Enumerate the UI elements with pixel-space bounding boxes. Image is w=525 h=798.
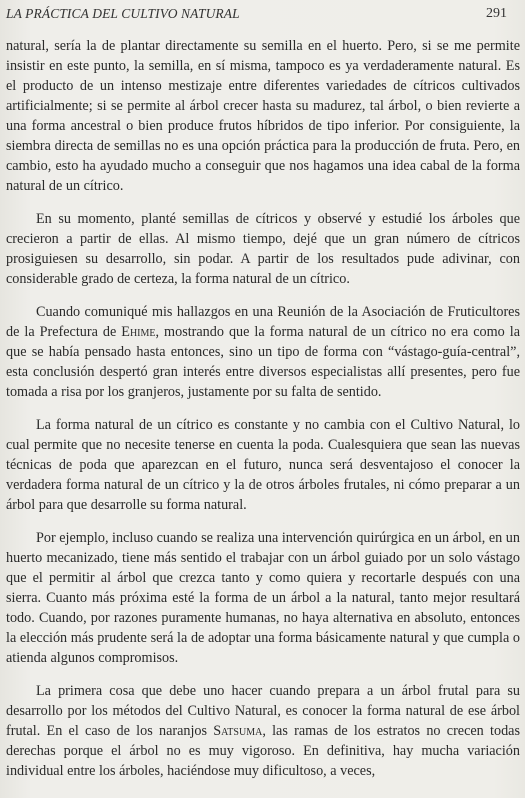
- page-header: [6, 6, 507, 26]
- paragraph-text: La primera cosa que debe uno hacer cuando prepara a un árbol frutal para su desarrollo por los métodos del Cultivo Natural, es conocer la forma natural de ese árbol frutal. En el caso de los naranjos: [6, 683, 520, 739]
- paragraph: [6, 36, 520, 196]
- paragraph-text: , las ramas de los estratos no crecen todas derechas porque el árbol no es muy vigoroso. En definitiva, hay mucha variación individual entre los árboles, haciéndose muy dificultoso, a veces,: [6, 723, 520, 779]
- paragraph: [6, 528, 520, 668]
- paragraph: [6, 681, 520, 781]
- page-number: 291: [486, 6, 507, 21]
- paragraph: [6, 209, 520, 289]
- paragraph-text: En su momento, planté semillas de cítricos y observé y estudié los árboles que crecieron a partir de ellas. Al mismo tiempo, dejé que un gran número de cítricos prosiguiesen su desarrollo, sin podar. A partir de los resultados pude adivinar, con considerable grado de certeza, la forma natural de un cítrico.: [6, 211, 520, 287]
- paragraph-text: natural, sería la de plantar directamente su semilla en el huerto. Pero, si se me permite insistir en este punto, la semilla, en sí misma, tampoco es ya verdaderamente natural. Es el producto de un intenso mestizaje entre diferentes variedades de cítricos cultivados artificialmente; si se permite al árbol crecer hasta su madurez, tal árbol, o bien revierte a una forma ancestral o bien produce frutos híbridos de tipo inferior. Por consiguiente, la siembra directa de semillas no es una opción práctica para la producción de fruta. Pero, en cambio, esto ha ayudado mucho a conseguir que nos hagamos una idea cabal de la forma natural de un cítrico.: [6, 38, 520, 194]
- paragraph-text: , mostrando que la forma natural de un cítrico no era como la que se había pensado hasta entonces, sino un tipo de forma con “vástago-guía-central”, esta conclusión despertó gran interés entre diversos especialistas allí presentes, pero fue tomada a risa por los granjeros, justamente por su falta de sentido.: [6, 324, 520, 400]
- paragraph: [6, 302, 520, 402]
- smallcaps-term: Satsuma: [213, 723, 263, 739]
- paragraph-text: Por ejemplo, incluso cuando se realiza una intervención quirúrgica en un árbol, en un huerto mecanizado, tiene más sentido el trabajar con un árbol guiado por un solo vástago que el permitir al árbol que crezca tanto y como quiera y recortarle después con una sierra. Cuanto más próxima esté la forma de un árbol a la natural, tanto mejor resultará todo. Cuando, por razones puramente humanas, no haya alternativa en absoluto, entonces la elección más prudente será la de adoptar una forma básicamente natural y que cumpla o atienda algunos compromisos.: [6, 530, 520, 666]
- paragraph: [6, 415, 520, 515]
- paragraph-text: La forma natural de un cítrico es constante y no cambia con el Cultivo Natural, lo cual permite que no necesite tenerse en cuenta la poda. Cualesquiera que sean las nuevas técnicas de poda que aparezcan en el futuro, nunca será desventajoso el conocer la verdadera forma natural de un cítrico y la de otros árboles frutales, ni cómo preparar a un árbol para que desarrolle su forma natural.: [6, 417, 520, 513]
- body-text: [6, 36, 520, 794]
- running-title: LA PRÁCTICA DEL CULTIVO NATURAL: [6, 6, 240, 21]
- smallcaps-term: Ehime: [121, 324, 156, 340]
- paragraph-text: Cuando comuniqué mis hallazgos en una Reunión de la Asociación de Fruticultores de la Prefectura de: [6, 304, 520, 340]
